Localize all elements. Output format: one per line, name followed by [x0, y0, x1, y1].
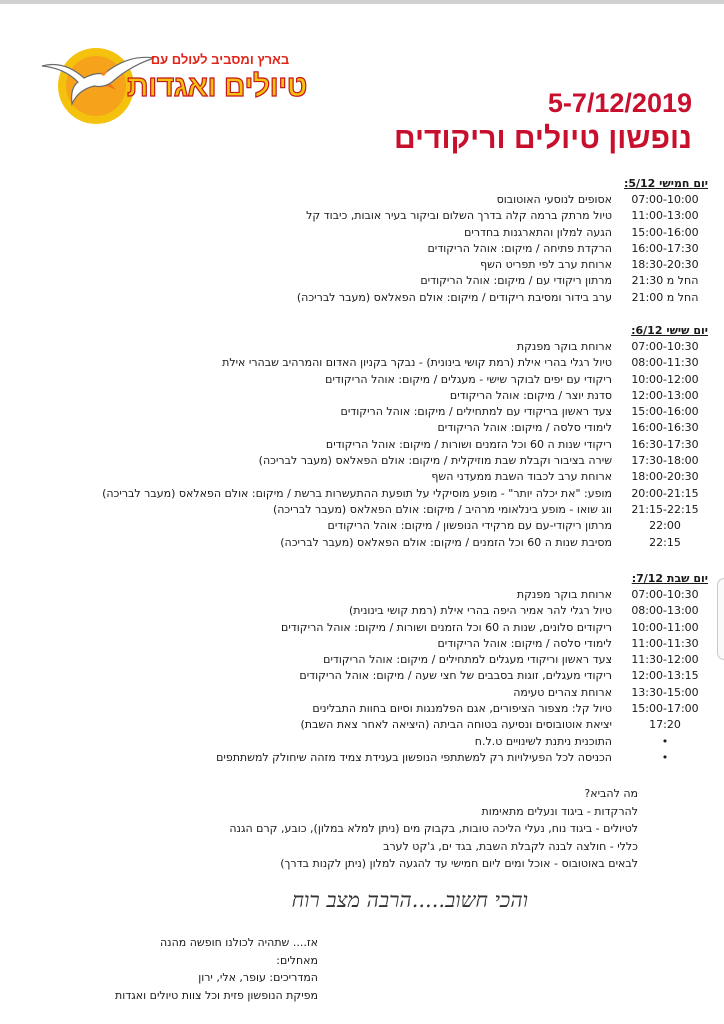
schedule-row	[58, 701, 708, 717]
schedule-row	[58, 535, 708, 551]
row-time: 21:15-22:15	[631, 502, 699, 516]
schedule-row	[58, 587, 708, 603]
schedule-row	[58, 420, 708, 436]
row-time: 15:00-16:00	[631, 225, 699, 239]
logo	[38, 44, 318, 124]
row-text: סדנת יוצר / מיקום: אוהל הריקודים	[449, 388, 612, 402]
schedule-row	[58, 668, 708, 684]
schedule-row	[58, 192, 708, 208]
schedule-row	[58, 241, 708, 257]
row-text: ערב בידור ומסיבת ריקודים / מיקום: אולם הפאלאס (מעבר לבריכה)	[296, 290, 612, 304]
row-time: החל מ 21:00	[631, 290, 699, 304]
row-text: ווג שואו - מופע בינלאומי מרהיב / מיקום: אולם הפאלאס (מעבר לבריכה)	[272, 502, 612, 516]
row-time: 18:30-20:30	[631, 258, 699, 272]
schedule-row	[58, 603, 708, 619]
row-text: ארוחת בוקר מפנקת	[516, 588, 612, 601]
row-text: טיול מרתק ברמה קלה בדרך השלום וביקור בעיר אובות, כיבוד קל	[306, 209, 612, 223]
row-time: 07:00-10:00	[631, 193, 699, 206]
schedule-row	[58, 685, 708, 701]
row-time: 16:30-17:30	[631, 437, 699, 451]
top-bar	[0, 0, 724, 4]
note-row	[58, 750, 708, 766]
row-time: 12:00-13:00	[631, 388, 699, 402]
footer-line: המדריכים: עופר, אלי, ירון	[198, 971, 318, 985]
schedule-row	[58, 388, 708, 404]
what-to-bring	[118, 785, 638, 873]
note-row	[58, 734, 708, 750]
day-heading: יום חמישי 5/12:	[623, 177, 708, 190]
footer-line: מאחלים:	[276, 953, 318, 967]
row-text: טיול רגלי להר אמיר היפה בהרי אילת (רמת קושי בינונית)	[349, 604, 612, 618]
schedule-row	[58, 404, 708, 420]
row-time: 10:00-11:00	[631, 620, 699, 634]
footer	[58, 934, 318, 1004]
row-time: 11:00-13:00	[631, 209, 699, 223]
row-text: מופע: "את יכלה יותר" - מופע מוסיקלי על תופעת ההתעשרות ברשת / מיקום: אולם הפאלאס (מעבר לבריכה)	[102, 486, 612, 500]
row-time: 10:00-12:00	[631, 372, 699, 386]
row-text: ריקודי שנות ה 60 וכל הזמנים ושורות / מיקום: אוהל הריקודים	[325, 437, 612, 451]
row-time: 16:00-16:30	[631, 421, 699, 435]
row-time: 16:00-17:30	[631, 241, 699, 255]
day-heading: יום שישי 6/12:	[631, 324, 708, 337]
row-text: שירה בציבור וקבלת שבת מוזיקלית / מיקום: אולם הפאלאס (מעבר לבריכה)	[258, 454, 612, 468]
schedule-row	[58, 453, 708, 469]
row-text: ארוחת בוקר מפנקת	[516, 340, 612, 353]
bring-line: לבאים באוטובוס - אוכל ומים ליום חמישי עד להגעה למלון (ניתן לקנות בדרך)	[280, 857, 638, 871]
row-time: 08:00-11:30	[631, 356, 699, 370]
row-time: 15:00-16:00	[631, 405, 699, 419]
row-time: 18:00-20:30	[631, 470, 699, 484]
schedule-row	[58, 257, 708, 273]
day-heading: יום שבת 7/12:	[631, 572, 708, 585]
schedule-row	[58, 372, 708, 388]
footer-line: מפיקת הנופשון פזית וכל צוות טיולים ואגדות	[115, 988, 318, 1002]
row-text: ארוחת צהרים טעימה	[513, 685, 612, 699]
schedule-row	[58, 636, 708, 652]
row-text: טיול קל: מצפור הציפורים, אגם הפלמנגות וסיום בחוות התבלינים	[312, 702, 612, 716]
bring-title: מה להביא?	[584, 787, 638, 800]
logo-name: טיולים ואגדות	[127, 70, 307, 103]
schedule-row	[58, 717, 708, 733]
row-text: מרתון ריקודי-עם עם מרקידי הנופשון / מיקום: אוהל הריקודים	[327, 519, 612, 533]
schedule-row	[58, 652, 708, 668]
event-title: נופשון טיולים וריקודים	[393, 122, 692, 155]
row-text: מסיבת שנות ה 60 וכל הזמנים / מיקום: אולם הפאלאס (מעבר לבריכה)	[280, 535, 612, 549]
row-time: החל מ 21:30	[631, 274, 699, 288]
row-text: צעד ראשון בריקודי עם למתחילים / מיקום: אוהל הריקודים	[340, 405, 612, 419]
row-text: ריקודי עם יפים לבוקר שישי - מעגלים / מיקום: אוהל הריקודים	[325, 372, 612, 386]
schedule-row	[58, 273, 708, 289]
bring-line: כללי - חולצה לבנה לקבלת השבת, בגד ים, ג'קט לערב	[383, 839, 638, 853]
row-text: ארוחת ערב לפי תפריט השף	[480, 258, 612, 272]
note-text: הכניסה לכל הפעילויות רק למשתתפי הנופשון בענידת צמיד מזהה שיחולק למשתתפים	[216, 750, 612, 764]
schedule-row	[58, 518, 708, 534]
row-time: 11:00-11:30	[631, 636, 699, 650]
schedule-row	[58, 437, 708, 453]
row-text: אסופים לנוסעי האוטובוס	[496, 193, 612, 206]
row-text: ריקודי מעגלים, זוגות בסבבים של חצי שעה / מיקום: אוהל הריקודים	[299, 669, 612, 683]
schedule-row	[58, 620, 708, 636]
schedule-row	[58, 502, 708, 518]
row-time: 22:00	[649, 519, 681, 533]
row-text: יציאת אוטובוסים ונסיעה בטוחה הביתה (היציאה לאחר צאת השבת)	[300, 718, 612, 732]
schedule-row	[58, 208, 708, 224]
row-time: 15:00-17:00	[631, 702, 699, 716]
row-time: 13:30-15:00	[631, 685, 699, 699]
signoff: והכי חשוב.....הרבה מצב רוח	[291, 888, 528, 912]
day-thursday	[58, 176, 708, 306]
row-time: 07:00-10:30	[631, 588, 699, 601]
row-text: הגעה למלון והתארגנות בחדרים	[464, 225, 612, 239]
row-text: הרקדת פתיחה / מיקום: אוהל הריקודים	[427, 241, 612, 255]
bring-line: לטיולים - ביגוד נוח, נעלי הליכה טובות, בקבוק מים (ניתן למלא במלון), כובע, קרם הגנה	[229, 822, 638, 836]
row-time: 22:15	[649, 535, 681, 549]
bullet-icon: •	[661, 750, 669, 764]
row-text: ארוחת ערב לכבוד השבת ממעדני השף	[431, 470, 612, 484]
row-time: 12:00-13:15	[631, 669, 699, 683]
schedule-row	[58, 339, 708, 355]
bullet-icon: •	[661, 734, 669, 748]
row-time: 07:00-10:30	[631, 340, 699, 353]
row-time: 17:30-18:00	[631, 454, 699, 468]
row-text: לימודי סלסה / מיקום: אוהל הריקודים	[437, 421, 612, 435]
schedule-row	[58, 469, 708, 485]
schedule-row	[58, 486, 708, 502]
footer-line: אז.... שתהיה לכולנו חופשה מהנה	[160, 936, 318, 949]
row-text: טיול רגלי בהרי אילת (רמת קושי בינונית) - נבקר בקניון האדום והמרהיב שבהרי אילת	[222, 356, 612, 370]
note-text: התוכנית ניתנת לשינויים ט.ל.ח	[474, 734, 612, 748]
row-time: 08:00-13:00	[631, 604, 699, 618]
event-date: 5-7/12/2019	[547, 88, 692, 118]
row-text: צעד ראשון וריקודי מעגלים למתחילים / מיקום: אוהל הריקודים	[323, 653, 612, 667]
row-text: מרתון ריקודי עם / מיקום: אוהל הריקודים	[420, 274, 612, 288]
logo-slogan: בארץ ומסביב לעולם עם	[150, 52, 290, 67]
day-friday	[58, 323, 708, 551]
row-time: 11:30-12:00	[631, 653, 699, 667]
schedule-row	[58, 355, 708, 371]
row-text: ריקודים סלונים, שנות ה 60 וכל הזמנים ושורות / מיקום: אוהל הריקודים	[281, 620, 612, 634]
scroll-handle[interactable]	[717, 578, 724, 660]
schedule-row	[58, 225, 708, 241]
day-saturday	[58, 571, 708, 766]
row-time: 17:20	[649, 718, 681, 732]
bring-line: להרקדות - ביגוד ונעלים מתאימות	[481, 804, 638, 818]
row-text: לימודי סלסה / מיקום: אוהל הריקודים	[437, 636, 612, 650]
row-time: 20:00-21:15	[631, 486, 699, 500]
schedule-row	[58, 290, 708, 306]
